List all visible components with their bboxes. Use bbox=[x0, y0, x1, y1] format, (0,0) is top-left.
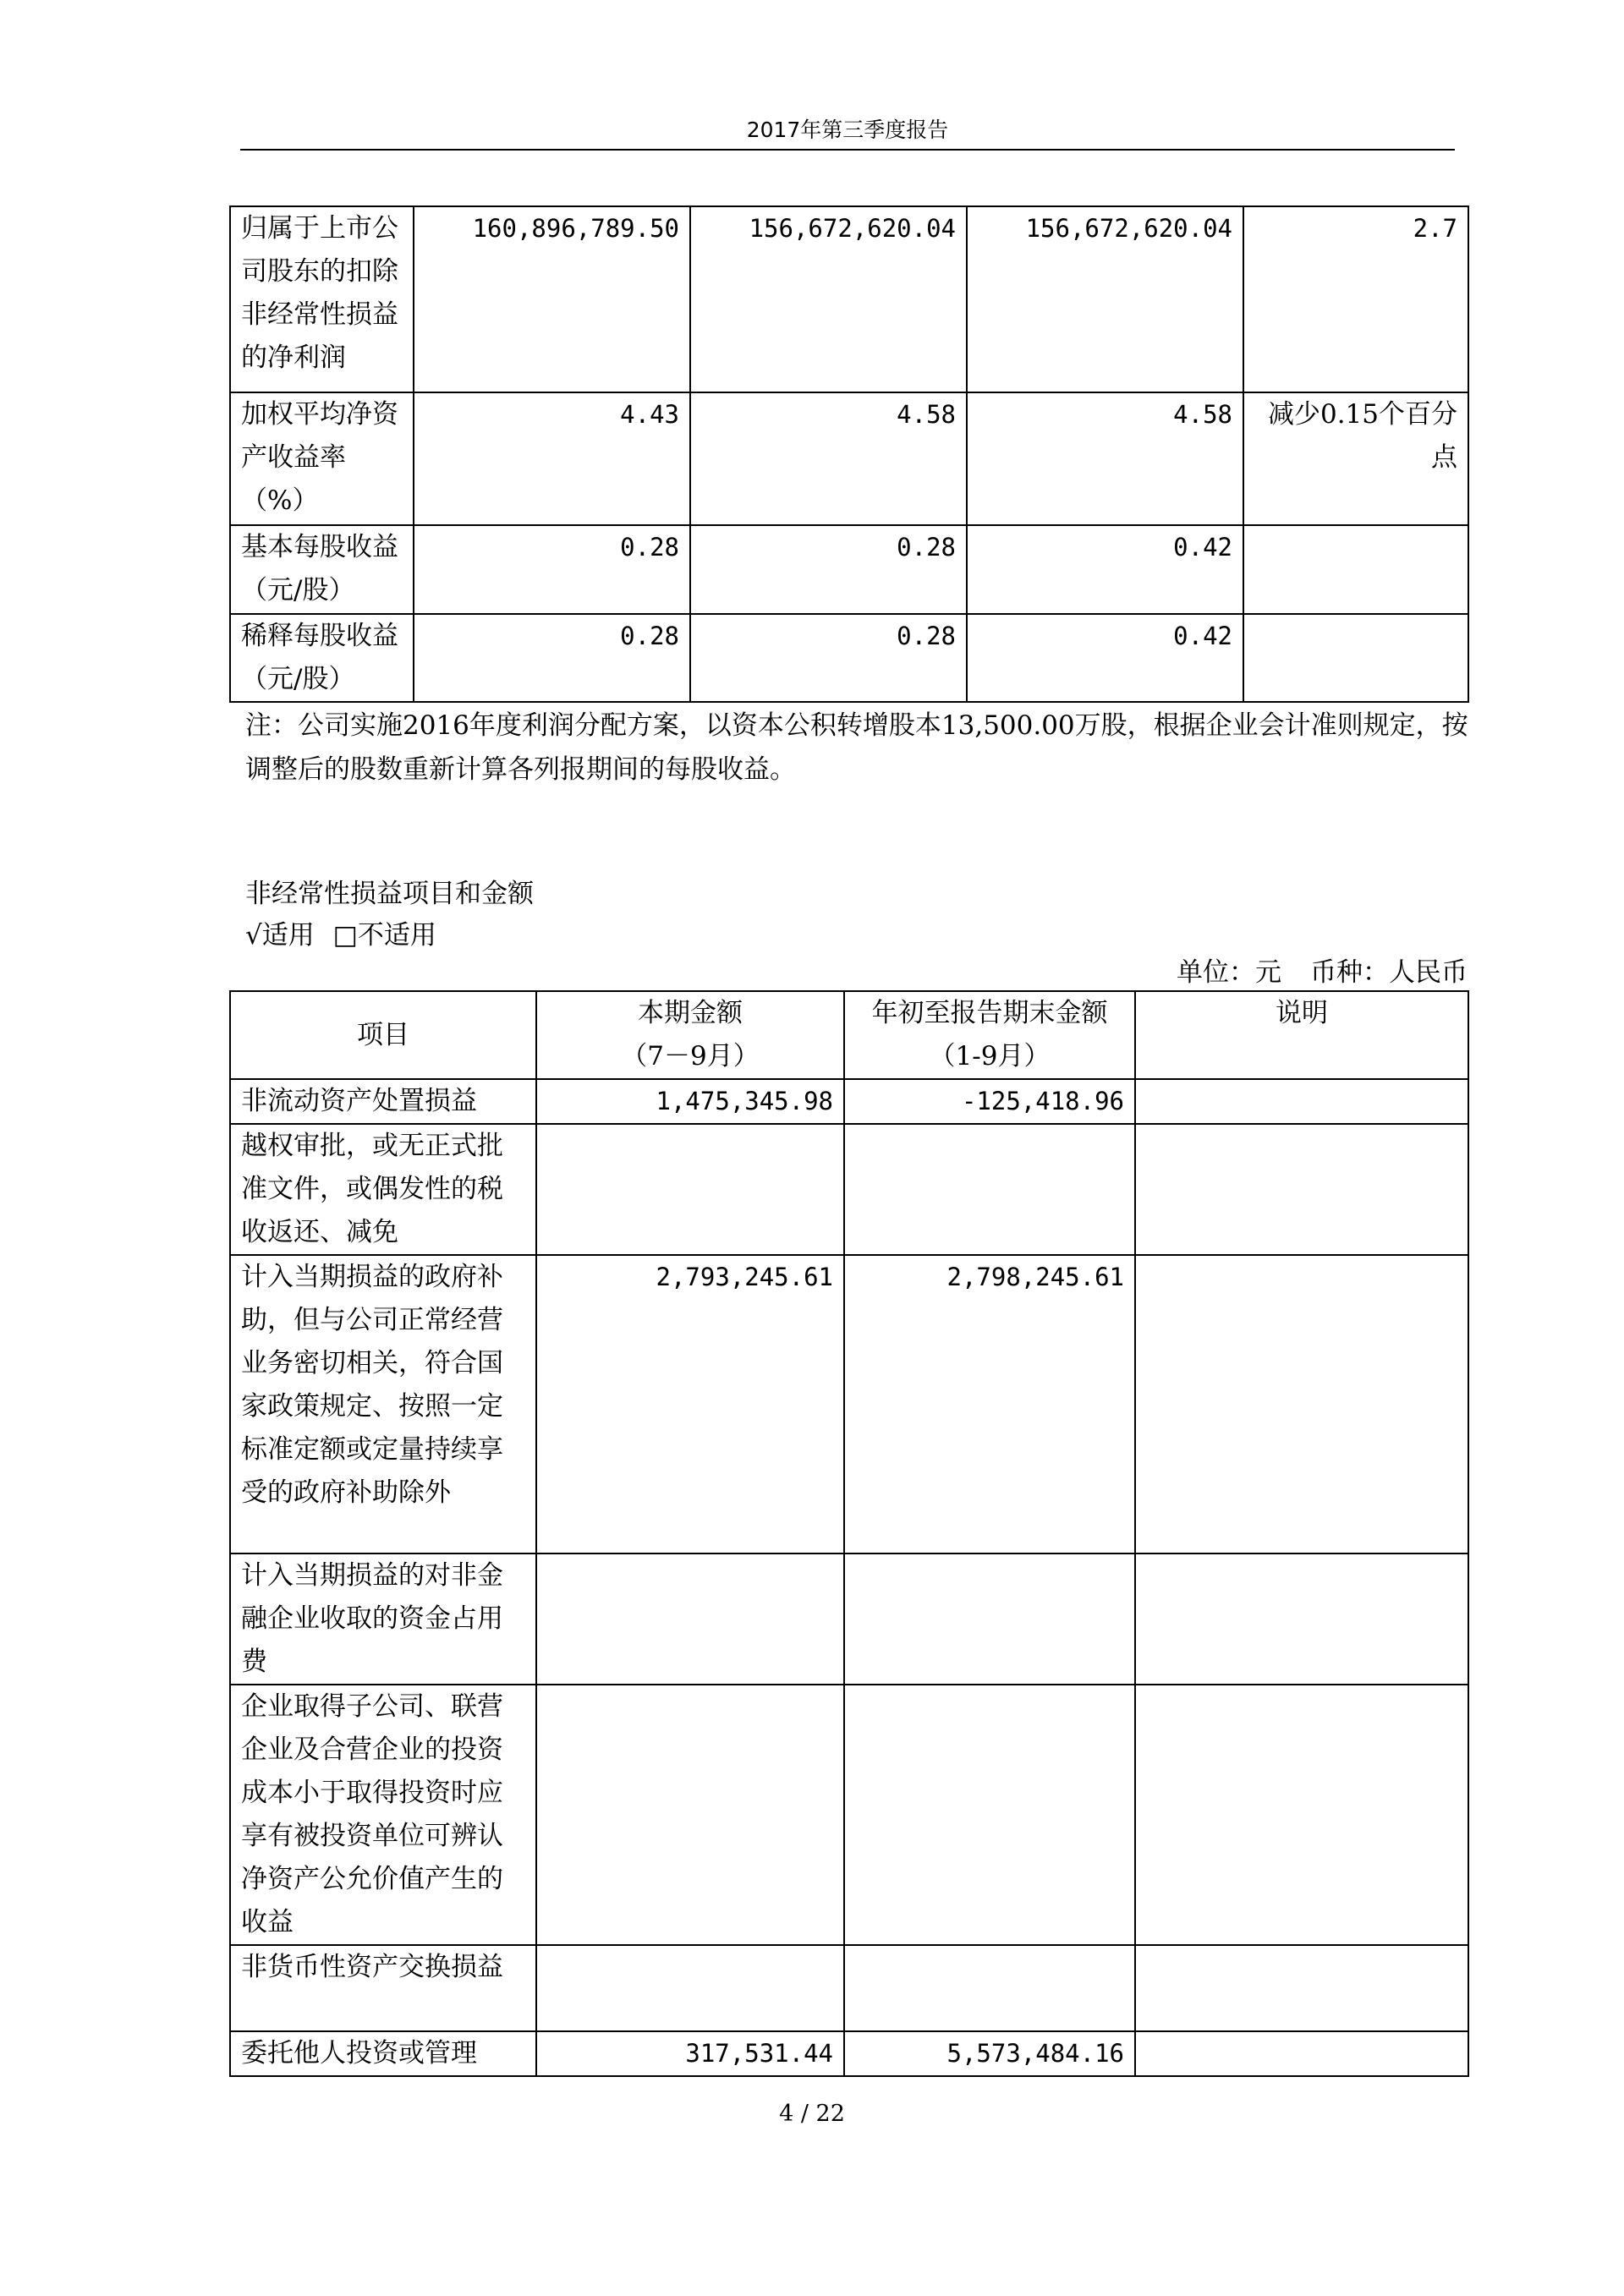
unit-label: 单位：元 bbox=[1177, 957, 1281, 988]
header-current-title: 本期金额 bbox=[638, 998, 743, 1028]
cell-value: 5,573,484.16 bbox=[946, 2039, 1124, 2068]
table-row bbox=[230, 1553, 1468, 1685]
check-mark-icon: √ bbox=[245, 920, 262, 951]
header-divider bbox=[240, 149, 1455, 151]
cell-value: 0.42 bbox=[1173, 622, 1232, 650]
cell-note bbox=[1135, 1255, 1468, 1553]
header-current-period: （7－9月） bbox=[621, 1041, 760, 1071]
cell-value: -125,418.96 bbox=[961, 1087, 1124, 1115]
applicable-label: 适用 bbox=[261, 920, 315, 951]
cell-value: 2,793,245.61 bbox=[656, 1263, 833, 1291]
header-item: 项目 bbox=[230, 991, 536, 1079]
cell-note bbox=[1135, 1685, 1468, 1945]
header-current bbox=[536, 991, 844, 1079]
row-label: 基本每股收益（元/股） bbox=[230, 525, 414, 614]
cell-value: 0.42 bbox=[1173, 533, 1232, 562]
cell-value: 160,896,789.50 bbox=[472, 214, 679, 243]
table-row bbox=[230, 1255, 1468, 1553]
not-applicable-label: 不适用 bbox=[357, 920, 436, 951]
cell-value: 0.28 bbox=[620, 533, 679, 562]
cell-value: 2.7 bbox=[1413, 214, 1457, 243]
page-number: 4 / 22 bbox=[779, 2101, 845, 2127]
section-title: 非经常性损益项目和金额 bbox=[245, 879, 534, 909]
cell-value bbox=[1243, 614, 1468, 702]
cell-value: 0.28 bbox=[620, 622, 679, 650]
row-label: 归属于上市公司股东的扣除非经常性损益的净利润 bbox=[230, 206, 414, 392]
financial-indicators-table bbox=[229, 205, 1469, 703]
header-ytd-period: （1-9月） bbox=[929, 1041, 1051, 1071]
currency-label: 币种：人民币 bbox=[1310, 957, 1468, 988]
table-row bbox=[230, 1685, 1468, 1945]
row-label: 越权审批，或无正式批准文件，或偶发性的税收返还、减免 bbox=[230, 1124, 536, 1255]
cell-note bbox=[1135, 1079, 1468, 1124]
header-note: 说明 bbox=[1135, 991, 1468, 1079]
table-row bbox=[230, 1945, 1468, 2031]
table-row bbox=[230, 614, 1468, 702]
row-label: 稀释每股收益（元/股） bbox=[230, 614, 414, 702]
cell-value: 4.58 bbox=[1173, 400, 1232, 429]
row-label: 加权平均净资产收益率（%） bbox=[230, 392, 414, 525]
eps-adjustment-note: 注：公司实施2016年度利润分配方案，以资本公积转增股本13,500.00万股，根据企业会计准则规定，按调整后的股数重新计算各列报期间的每股收益。 bbox=[245, 710, 1468, 785]
header-ytd bbox=[844, 991, 1135, 1079]
cell-value: 0.28 bbox=[897, 622, 956, 650]
row-label: 企业取得子公司、联营企业及合营企业的投资成本小于取得投资时应享有被投资单位可辨认净资产公允价值产生的收益 bbox=[230, 1685, 536, 1945]
header-ytd-title: 年初至报告期末金额 bbox=[871, 998, 1108, 1028]
unit-line bbox=[1148, 951, 1468, 989]
cell-value: 0.28 bbox=[897, 533, 956, 562]
cell-value: 317,531.44 bbox=[685, 2039, 833, 2068]
row-label: 计入当期损益的对非金融企业收取的资金占用费 bbox=[230, 1553, 536, 1685]
cell-value: 4.58 bbox=[897, 400, 956, 429]
row-label: 非货币性资产交换损益 bbox=[230, 1945, 536, 2031]
row-label: 委托他人投资或管理 bbox=[230, 2031, 536, 2076]
cell-value: 156,672,620.04 bbox=[1025, 214, 1232, 243]
cell-value: 1,475,345.98 bbox=[656, 1087, 833, 1115]
applicability-line bbox=[245, 913, 436, 951]
row-label: 计入当期损益的政府补助，但与公司正常经营业务密切相关，符合国家政策规定、按照一定标准定额或定量持续享受的政府补助除外 bbox=[230, 1255, 536, 1553]
cell-value: 减少0.15个百分点 bbox=[1243, 392, 1468, 525]
table-row bbox=[230, 206, 1468, 392]
cell-note bbox=[1135, 2031, 1468, 2076]
cell-note bbox=[1135, 1553, 1468, 1685]
table-row bbox=[230, 392, 1468, 525]
cell-note bbox=[1135, 1124, 1468, 1255]
cell-value bbox=[1243, 525, 1468, 614]
table-header-row bbox=[230, 991, 1468, 1079]
cell-note bbox=[1135, 1945, 1468, 2031]
table-row bbox=[230, 525, 1468, 614]
non-recurring-items-table bbox=[229, 990, 1469, 2077]
table-row bbox=[230, 2031, 1468, 2076]
cell-value: 4.43 bbox=[620, 400, 679, 429]
table-row bbox=[230, 1124, 1468, 1255]
page-header-title: 2017年第三季度报告 bbox=[746, 118, 949, 142]
table-row bbox=[230, 1079, 1468, 1124]
checkbox-empty-icon: □ bbox=[332, 920, 358, 951]
cell-value: 156,672,620.04 bbox=[749, 214, 956, 243]
cell-value: 2,798,245.61 bbox=[946, 1263, 1124, 1291]
row-label: 非流动资产处置损益 bbox=[230, 1079, 536, 1124]
